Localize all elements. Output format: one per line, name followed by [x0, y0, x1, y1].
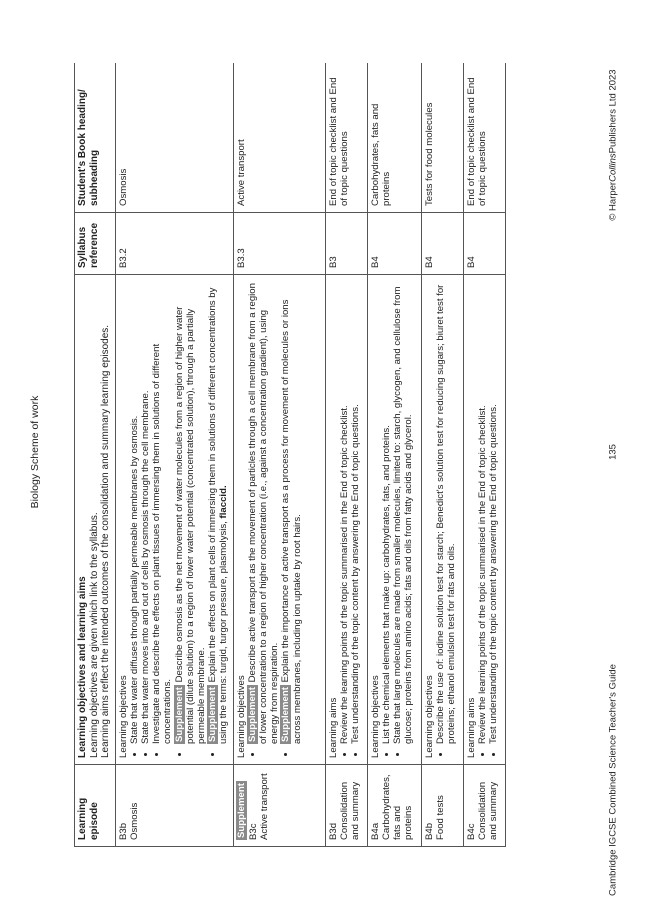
- list-item: • State that large molecules are made from smaller molecules, limited to: starch, glycogen, and cellulose from glucose; proteins from amino acids; fats and oils from fatty acids and glycerol.: [392, 281, 414, 744]
- episode-cell: [325, 765, 367, 847]
- section-label: Learning objectives: [117, 675, 129, 758]
- book-cell: End of topic checklist and End of topic questions: [325, 63, 367, 213]
- supplement-badge: Supplement: [246, 687, 258, 742]
- supplement-text: Explain the effects on plant cells of immersing them in solutions of different concentrations by using the terms: turgid, turgor pressure, plasmolysis,: [207, 287, 230, 744]
- section-label: Learning aims: [465, 697, 477, 758]
- episode-name: Active transport: [258, 773, 270, 840]
- objectives-list: [339, 281, 361, 758]
- supplement-text: Describe active transport as the movement of particles through a cell membrane from a region of lower concentration to a region of higher concentration (i.e., against a concentration gradient), using energy from respiration.: [246, 283, 281, 744]
- table-header-row: [75, 63, 116, 847]
- episode-name: Food tests: [434, 795, 446, 840]
- list-item: • Describe the use of: iodine solution test for starch; Benedict's solution test for reducing sugars; biuret test for proteins; ethanol emulsion test for fats and oils.: [435, 281, 457, 744]
- objectives-list: [381, 281, 415, 758]
- header-objectives-title: Learning objectives and learning aims: [77, 576, 88, 758]
- list-item: • State that water moves into and out of cells by osmosis through the cell membrane.: [140, 281, 151, 744]
- book-cell: End of topic checklist and End of topic questions: [463, 63, 505, 213]
- table-row: [367, 63, 421, 847]
- episode-code: B3c: [247, 823, 259, 840]
- list-item: • State that water diffuses through partially permeable membranes by osmosis.: [129, 281, 140, 744]
- header-objectives: [75, 275, 116, 765]
- section-label: Learning objectives: [369, 675, 381, 758]
- copyright-italic: Collins: [607, 153, 619, 182]
- table-row: [233, 63, 325, 847]
- syllabus-cell: B3: [325, 213, 367, 275]
- list-item: • Test understanding of the topic content by answering the End of topic questions.: [350, 281, 361, 744]
- list-item: • List the chemical elements that make up: carbohydrates, fats, and proteins.: [381, 281, 392, 744]
- episode-cell: [367, 765, 421, 847]
- episode-code: B3d: [327, 822, 339, 840]
- episode-name: Consolidation and summary: [476, 781, 499, 840]
- scheme-of-work-table: [74, 63, 506, 847]
- footer-book-title: Cambridge IGCSE Combined Science Teacher's Guide: [607, 664, 619, 896]
- supplement-badge: Supplement: [173, 687, 185, 742]
- objectives-cell: [463, 275, 505, 765]
- book-cell: Active transport: [233, 63, 325, 213]
- episode-cell: [233, 765, 325, 847]
- supplement-text: Describe osmosis as the net movement of water molecules from a region of higher water potential (dilute solution) to a region of lower water potential (concentrated solution), through a partially permeable membrane.: [173, 306, 207, 744]
- list-item: • Test understanding of the topic content by answering the End of topic questions.: [488, 281, 499, 744]
- copyright: [608, 69, 619, 220]
- page-title: Biology Scheme of work: [29, 395, 41, 509]
- objectives-cell: [421, 275, 463, 765]
- episode-name: Consolidation and summary: [338, 781, 361, 840]
- syllabus-cell: B3.2: [115, 213, 233, 275]
- objectives-list: [477, 281, 499, 758]
- syllabus-cell: B4: [421, 213, 463, 275]
- supplement-badge: Supplement: [235, 783, 247, 838]
- supplement-term: flaccid.: [218, 485, 230, 519]
- syllabus-cell: B4: [367, 213, 421, 275]
- list-item: • Review the learning points of the topic summarised in the End of topic checklist.: [477, 281, 488, 744]
- list-item: • Review the learning points of the topic summarised in the End of topic checklist.: [339, 281, 350, 744]
- episode-cell: [421, 765, 463, 847]
- section-label: Learning objectives: [423, 675, 435, 758]
- header-book: Student's Book heading/ subheading: [75, 63, 116, 213]
- header-syllabus: Syllabus reference: [75, 213, 116, 275]
- page-number: 135: [607, 444, 619, 460]
- episode-code: B3b: [117, 822, 129, 840]
- copyright-prefix: © Harper: [607, 181, 619, 221]
- syllabus-cell: B3.3: [233, 213, 325, 275]
- episode-code: B4c: [465, 823, 477, 840]
- list-item: [174, 281, 208, 744]
- table-viewport: [74, 63, 578, 847]
- header-episode: Learning episode: [75, 765, 116, 847]
- supplement-text: Explain the importance of active transport as a process for movement of molecules or ions across membranes, including ion uptake by root hairs.: [280, 299, 303, 744]
- copyright-suffix: Publishers Ltd 2023: [607, 69, 619, 154]
- objectives-list: [247, 281, 303, 758]
- rotated-table-container: [74, 63, 578, 847]
- list-item: • Investigate and describe the effects on plant tissues of immersing them in solutions of different concentrations.: [151, 281, 173, 744]
- episode-cell: [463, 765, 505, 847]
- episode-code: B4b: [423, 822, 435, 840]
- objectives-list: [129, 281, 230, 758]
- header-objectives-note-1: Learning objectives are given which link to the syllabus.: [88, 512, 100, 758]
- episode-name: Osmosis: [128, 802, 140, 840]
- objectives-cell: [233, 275, 325, 765]
- objectives-list: [435, 281, 457, 758]
- objectives-cell: [325, 275, 367, 765]
- section-label: Learning aims: [327, 697, 339, 758]
- objectives-cell: [367, 275, 421, 765]
- table-row: [115, 63, 233, 847]
- section-label: Learning objectives: [235, 675, 247, 758]
- book-cell: Carbohydrates, fats and proteins: [367, 63, 421, 213]
- list-item: [207, 281, 229, 744]
- episode-cell: [115, 765, 233, 847]
- list-item: [247, 281, 281, 744]
- objectives-cell: [115, 275, 233, 765]
- syllabus-cell: B4: [463, 213, 505, 275]
- book-cell: Tests for food molecules: [421, 63, 463, 213]
- supplement-badge: Supplement: [280, 687, 292, 742]
- list-item: [280, 281, 302, 744]
- episode-name: Carbohydrates, fats and proteins: [380, 774, 415, 840]
- table-row: [421, 63, 463, 847]
- episode-code: B4a: [369, 822, 381, 840]
- table-row: [463, 63, 505, 847]
- table-row: [325, 63, 367, 847]
- header-objectives-note-2: Learning aims reflect the intended outcomes of the consolidation and summary learning episodes.: [100, 324, 111, 758]
- supplement-badge: Supplement: [207, 687, 219, 742]
- book-cell: Osmosis: [115, 63, 233, 213]
